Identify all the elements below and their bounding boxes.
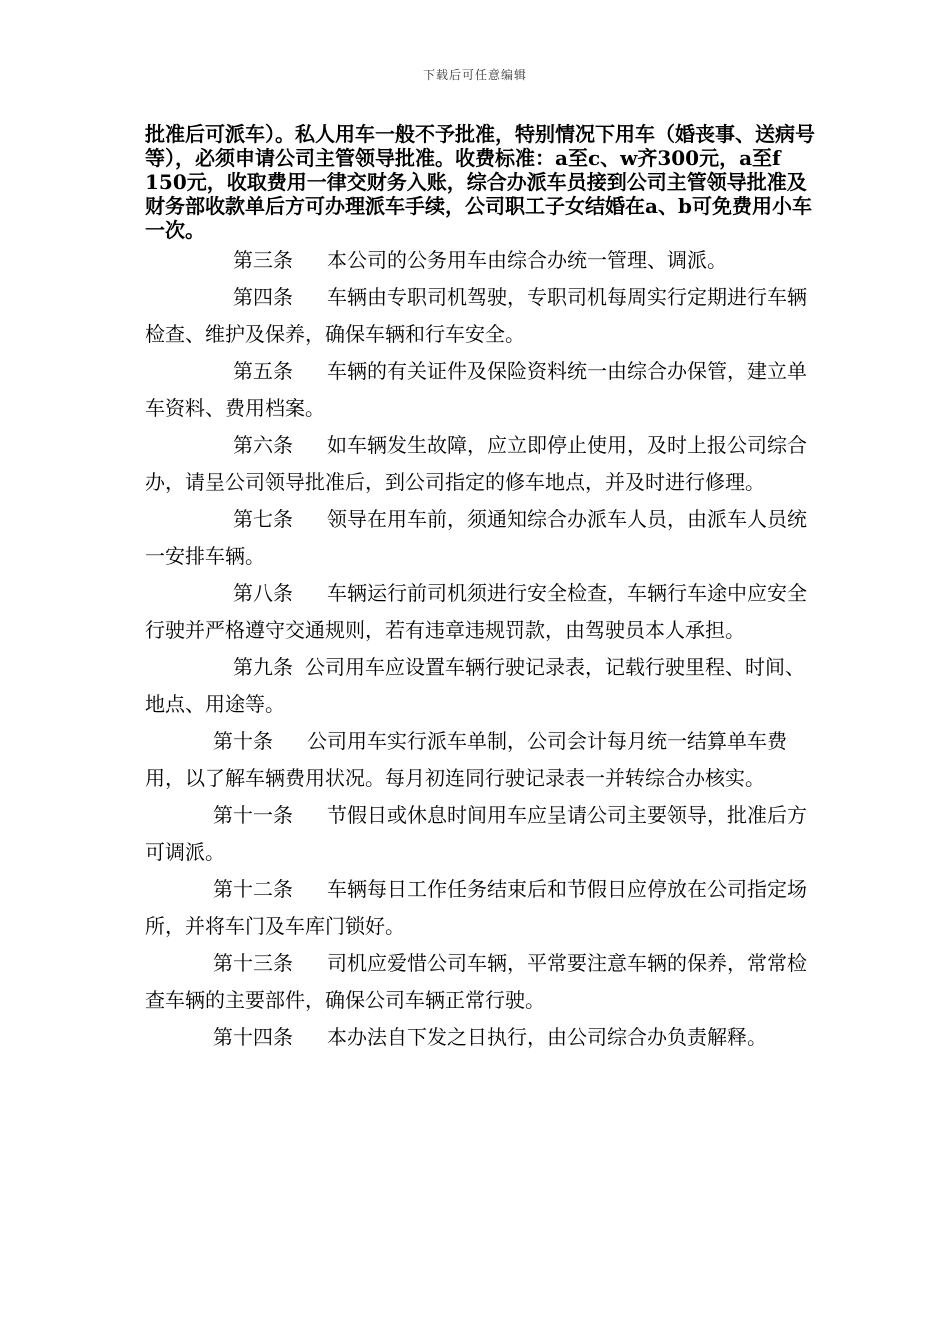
article-10 (145, 723, 815, 797)
article-text: 车辆每日工作任务结束后和节假日应停放在公司指定场所，并将车门及车库门锁好。 (145, 877, 807, 938)
article-text: 节假日或休息时间用车应呈请公司主要领导，批准后方可调派。 (145, 803, 807, 864)
article-number: 第六条 (233, 433, 293, 457)
document-body (145, 122, 815, 1056)
article-number: 第十条 (213, 729, 273, 753)
article-text: 车辆由专职司机驾驶，专职司机每周实行定期进行车辆检查、维护及保养，确保车辆和行车安全。 (145, 285, 807, 346)
header-note: 下载后可任意编辑 (422, 68, 527, 82)
article-9 (145, 649, 815, 723)
article-number: 第九条 (233, 655, 293, 679)
article-5 (145, 353, 815, 427)
article-number: 第三条 (233, 248, 293, 272)
article-text: 本公司的公务用车由综合办统一管理、调派。 (327, 248, 727, 272)
article-number: 第十四条 (213, 1025, 293, 1049)
article-7 (145, 501, 815, 575)
article-8 (145, 575, 815, 649)
article-text: 车辆运行前司机须进行安全检查，车辆行车途中应安全行驶并严格遵守交通规则，若有违章违规罚款，由驾驶员本人承担。 (145, 581, 807, 642)
article-text: 司机应爱惜公司车辆，平常要注意车辆的保养，常常检查车辆的主要部件，确保公司车辆正常行驶。 (145, 951, 807, 1012)
article-6 (145, 427, 815, 501)
article-number: 第十二条 (213, 877, 293, 901)
article-11 (145, 797, 815, 871)
article-number: 第七条 (233, 507, 293, 531)
article-text: 公司用车应设置车辆行驶记录表，记载行驶里程、时间、地点、用途等。 (145, 655, 805, 716)
article-number: 第四条 (233, 285, 293, 309)
article-number: 第五条 (233, 359, 293, 383)
article-4 (145, 279, 815, 353)
article-text: 公司用车实行派车单制，公司会计每月统一结算单车费用，以了解车辆费用状况。每月初连同行驶记录表一并转综合办核实。 (145, 729, 787, 790)
article-text: 本办法自下发之日执行，由公司综合办负责解释。 (327, 1025, 767, 1049)
article-12 (145, 871, 815, 945)
article-number: 第十一条 (213, 803, 293, 827)
article-3 (145, 242, 815, 279)
article-14 (145, 1019, 815, 1056)
intro-paragraph: 批准后可派车）。私人用车一般不予批准，特别情况下用车（婚丧事、送病号等），必须申请公司主管领导批准。收费标准：a至c、w齐300元，a至f 150元，收取费用一律交财务入账，综合办派车员接到公司主管领导批准及财务部收款单后方可办理派车手续，公司职工子女结婚在a、b可免费用小车一次。 (145, 122, 815, 242)
article-13 (145, 945, 815, 1019)
article-text: 车辆的有关证件及保险资料统一由综合办保管，建立单车资料、费用档案。 (145, 359, 807, 420)
article-number: 第十三条 (213, 951, 293, 975)
article-text: 如车辆发生故障，应立即停止使用，及时上报公司综合办，请呈公司领导批准后，到公司指定的修车地点，并及时进行修理。 (145, 433, 807, 494)
article-number: 第八条 (233, 581, 293, 605)
article-text: 领导在用车前，须通知综合办派车人员，由派车人员统一安排车辆。 (145, 507, 807, 568)
